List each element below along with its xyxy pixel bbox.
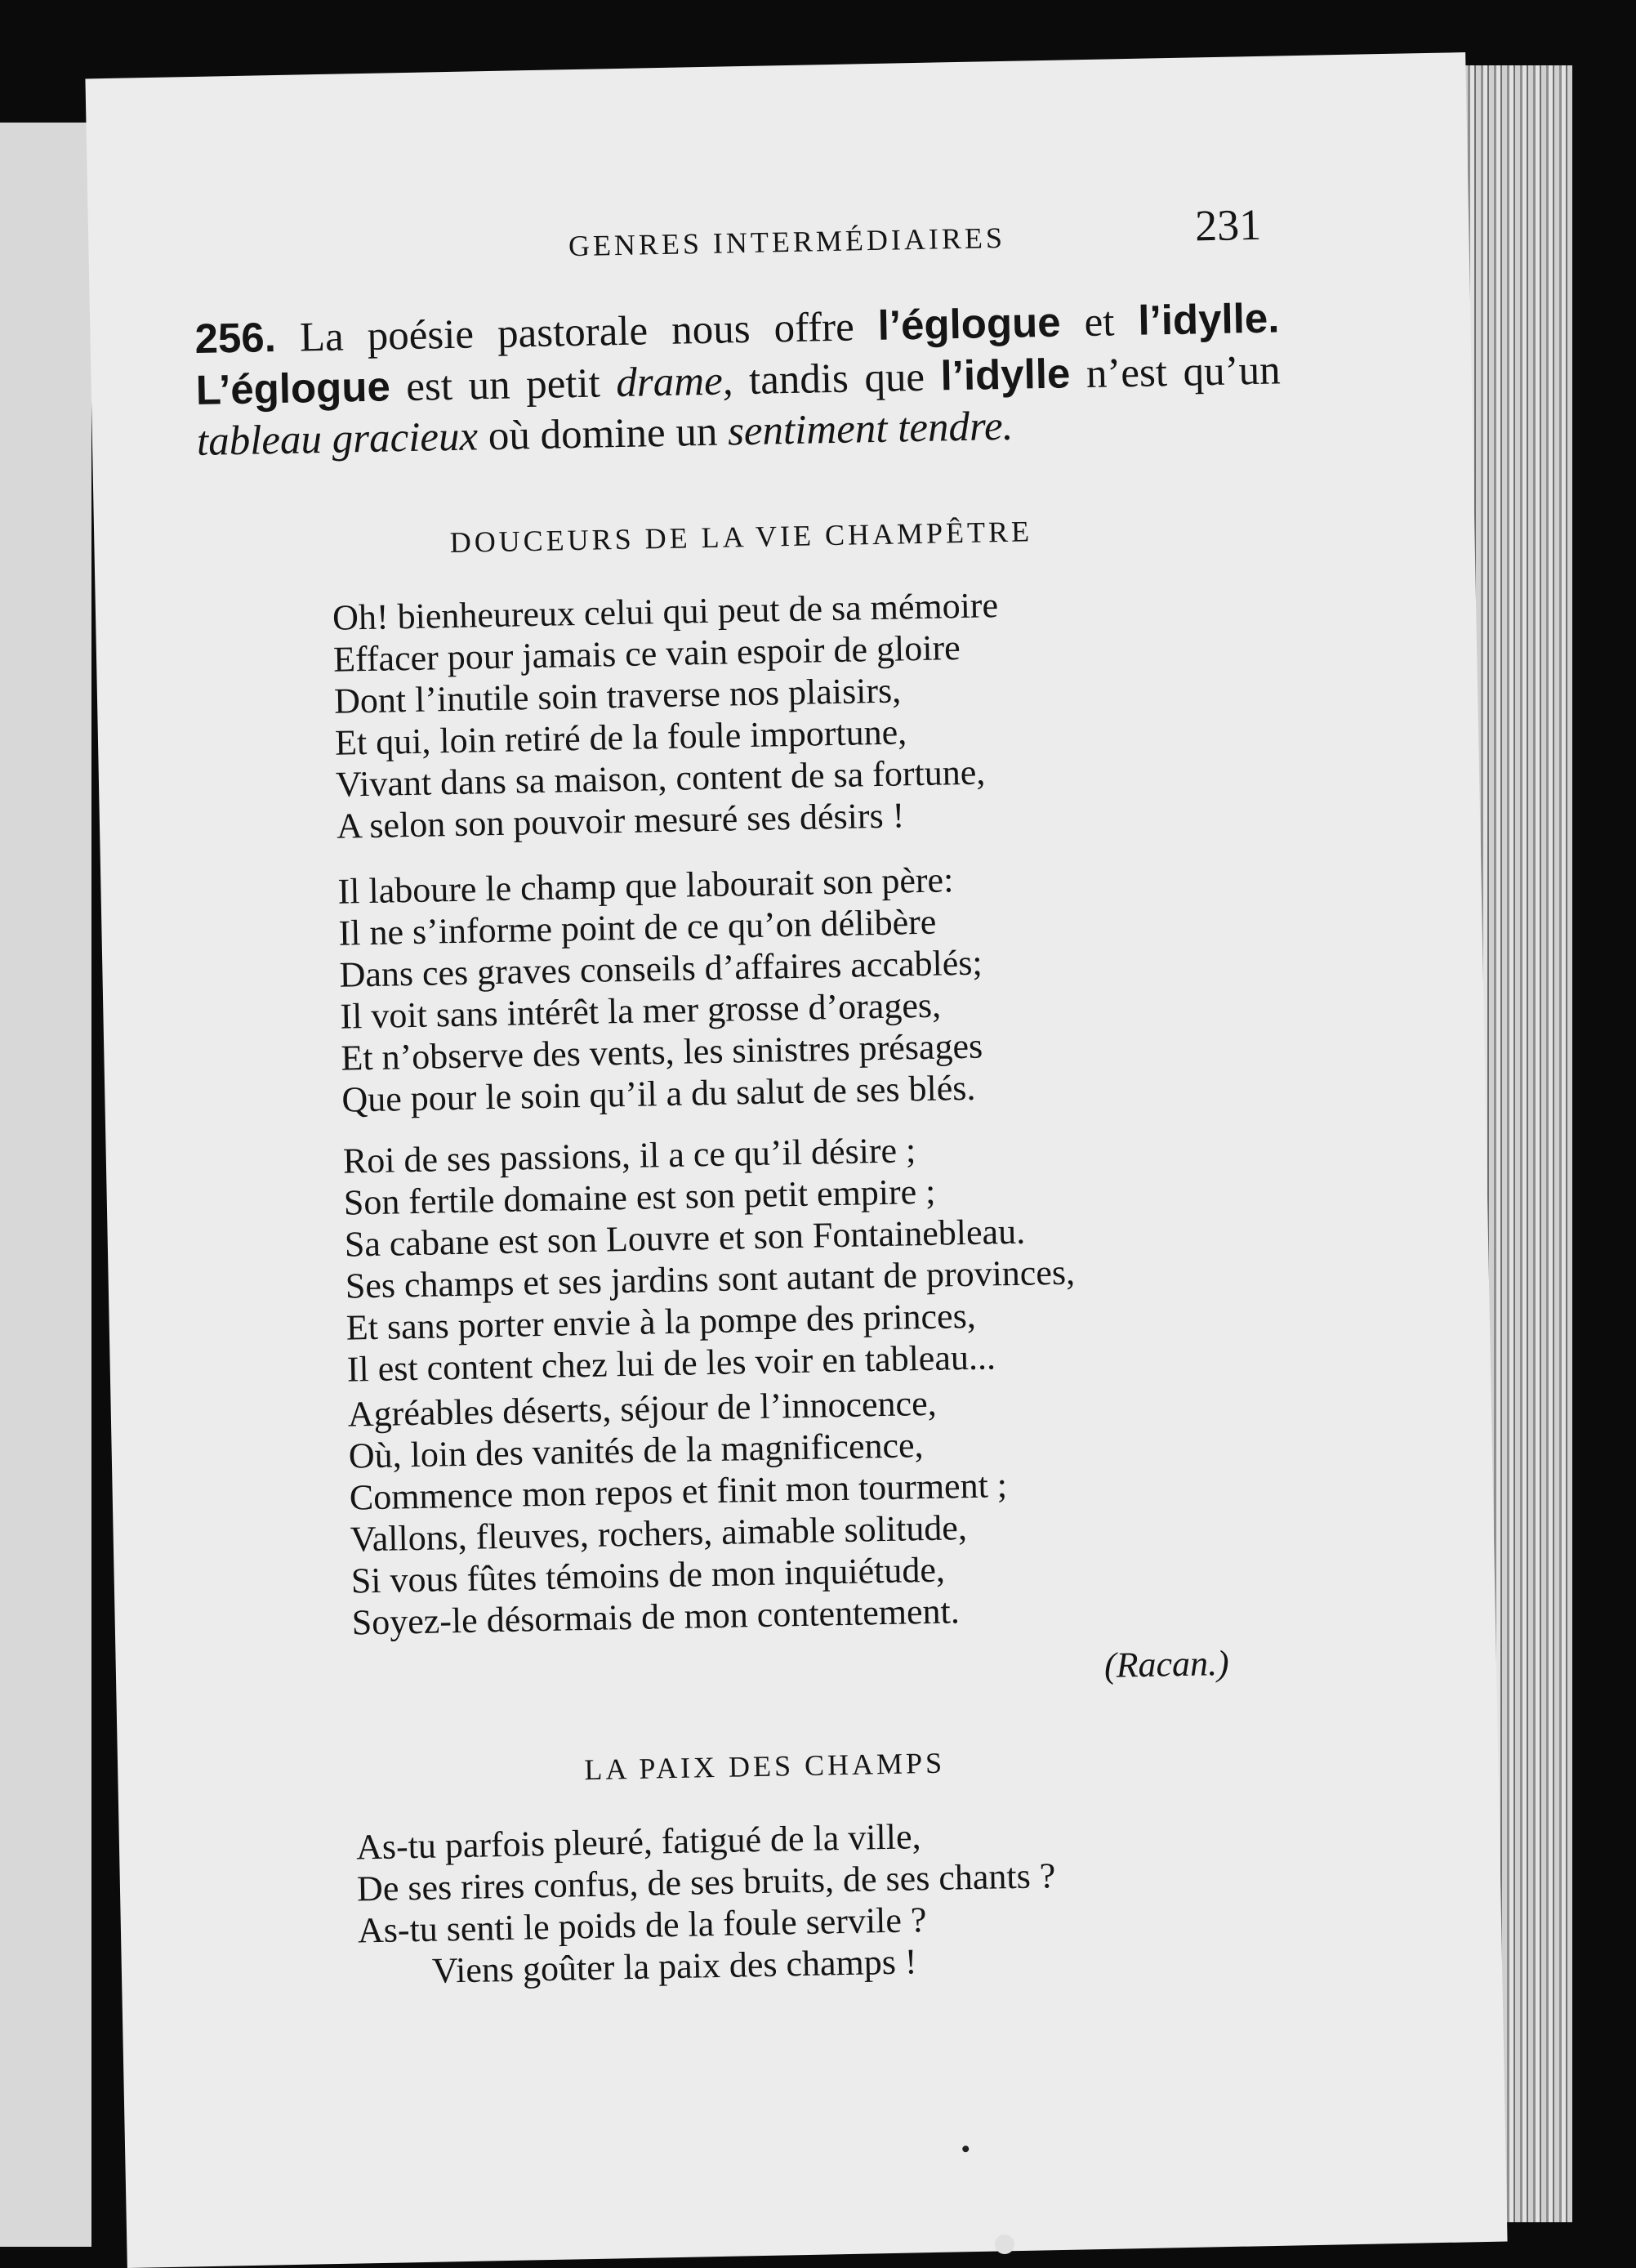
verse-line: Et qui, loin retiré de la foule importune, xyxy=(334,712,907,763)
book-page xyxy=(85,52,1507,2268)
verse-line: Agréables déserts, séjour de l’innocence, xyxy=(347,1382,938,1435)
page-number: 231 xyxy=(1194,199,1262,251)
verse-line: Sa cabane est son Louvre et son Fontainebleau. xyxy=(344,1211,1026,1265)
text-run: n’est qu’un xyxy=(1069,347,1282,398)
attribution xyxy=(1103,1642,1229,1686)
verse-line: Dans ces graves conseils d’affaires accablés; xyxy=(339,942,983,995)
verse-line: Roi de ses passions, il a ce qu’il désire ; xyxy=(342,1130,916,1181)
stanza-2 xyxy=(337,853,1265,1121)
verse-line: Oh! bienheureux celui qui peut de sa mémoire xyxy=(332,585,999,638)
term-idylle: l’idylle. xyxy=(1137,294,1280,344)
term-eglogue: l’églogue xyxy=(877,298,1062,349)
verse-line: Commence mon repos et finit mon tourment ; xyxy=(349,1465,1008,1518)
verse-line: Il ne s’informe point de ce qu’on délibère xyxy=(338,901,937,953)
text-run: tandis que xyxy=(732,354,942,404)
verse-line: Si vous fûtes témoins de mon inquiétude, xyxy=(350,1549,946,1601)
paragraph-256 xyxy=(194,292,1282,467)
text-run: est un petit xyxy=(390,360,617,411)
verse-line: Vivant dans sa maison, content de sa fortune, xyxy=(335,752,986,805)
text-run: où domine un xyxy=(477,409,729,460)
verse-line: Où, loin des vanités de la magnificence, xyxy=(348,1425,924,1476)
print-speck xyxy=(962,2145,969,2152)
running-head: GENRES INTERMÉDIAIRES xyxy=(568,221,1006,263)
poem-title-douceurs: DOUCEURS DE LA VIE CHAMPÊTRE xyxy=(449,515,1033,560)
term-idylle-2: l’idylle xyxy=(940,350,1071,400)
verse-line: Soyez-le désormais de mon contentement. xyxy=(351,1591,961,1643)
verse-line: De ses rires confus, de ses bruits, de ses chants ? xyxy=(356,1855,1056,1909)
emphasis-drame: drame, xyxy=(615,358,733,407)
verse-line: A selon son pouvoir mesuré ses désirs ! xyxy=(336,795,905,846)
stanza-4 xyxy=(347,1376,1275,1644)
verse-line: Vallons, fleuves, rochers, aimable solitude, xyxy=(350,1507,968,1560)
poem-title-paix: LA PAIX DES CHAMPS xyxy=(584,1746,946,1787)
attribution-text: (Racan.) xyxy=(1103,1642,1230,1685)
verse-line: Il est content chez lui de les voir en tableau... xyxy=(346,1337,996,1390)
verse-line: Et sans porter envie à la pompe des princes, xyxy=(345,1295,977,1348)
text-run: La poésie pastorale nous offre xyxy=(275,303,879,362)
text-run: et xyxy=(1060,298,1139,346)
stanza-paix xyxy=(356,1809,1282,1993)
term-eglogue-2: L’églogue xyxy=(195,363,391,413)
verse-line: As-tu parfois pleuré, fatigué de la ville, xyxy=(355,1816,921,1868)
verse-line: Et n’observe des vents, les sinistres présages xyxy=(341,1025,983,1078)
emphasis-tableau: tableau gracieux xyxy=(196,413,479,465)
emphasis-sentiment: sentiment tendre. xyxy=(727,403,1014,455)
verse-line: Que pour le soin qu’il a du salut de ses blés. xyxy=(341,1067,976,1120)
verse-line-refrain: Viens goûter la paix des champs ! xyxy=(431,1941,917,1991)
stanza-3 xyxy=(342,1123,1270,1391)
facing-page-edge xyxy=(0,123,91,2247)
verse-line: Il voit sans intérêt la mer grosse d’orages, xyxy=(340,984,942,1037)
paragraph-number: 256. xyxy=(194,314,277,362)
scan-spot xyxy=(995,2235,1014,2254)
verse-line: Dont l’inutile soin traverse nos plaisirs, xyxy=(333,670,902,721)
verse-line: Ses champs et ses jardins sont autant de provinces, xyxy=(345,1252,1076,1306)
verse-line: As-tu senti le poids de la foule servile ? xyxy=(357,1900,927,1951)
verse-line: Effacer pour jamais ce vain espoir de gloire xyxy=(332,627,961,680)
verse-line: Il laboure le champ que labourait son père: xyxy=(337,859,954,912)
verse-line: Son fertile domaine est son petit empire ; xyxy=(343,1171,936,1223)
stanza-1 xyxy=(332,579,1260,847)
